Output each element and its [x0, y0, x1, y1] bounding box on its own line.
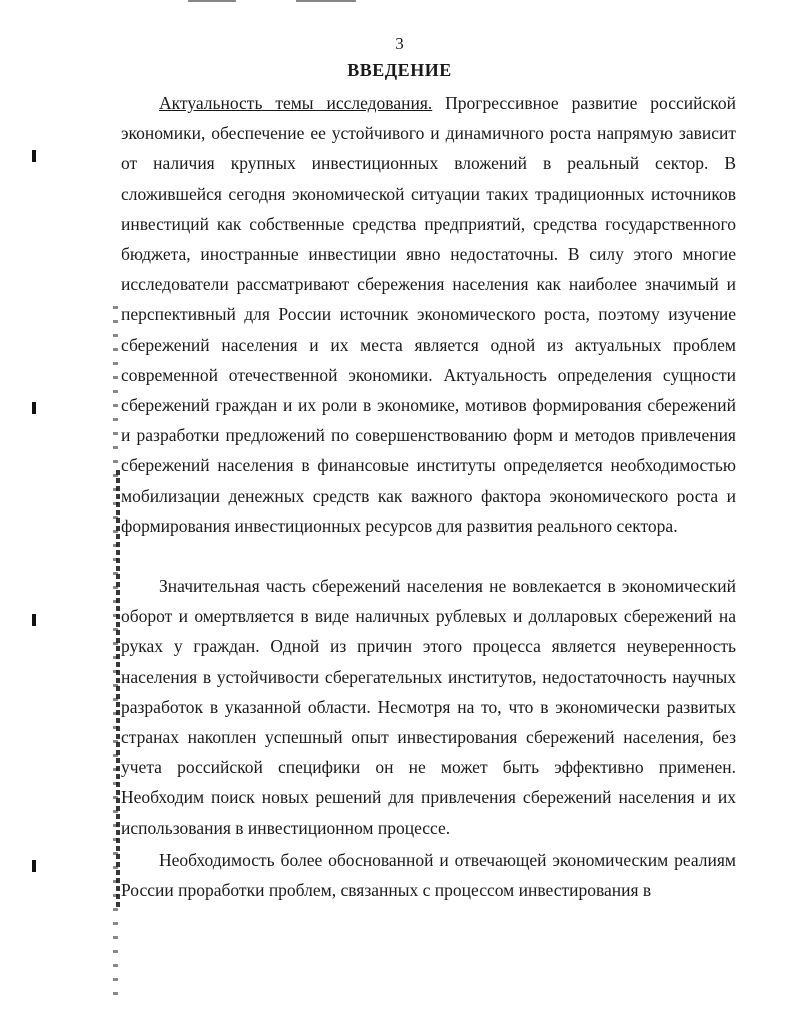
scan-binding-edge-dark	[116, 470, 120, 910]
paragraph-text: Значительная часть сбережений населения не вовлекается в экономический оборот и омертвляется в виде наличных рублевых и долларовых сбережений на руках у граждан. Одной из причин этого процесса является неуверенность населения в устойчивости сберегательных институтов, недостаточность научных разработок в указанной области. Несмотря на то, что в экономически развитых странах накоплен успешный опыт инвестирования сбережений населения, без учета российской специфики он не может быть эффективно применен. Необходим поиск новых решений для привлечения сбережений населения и их использования в инвестиционном процессе.	[121, 576, 736, 838]
paragraph-relevance	[121, 88, 736, 541]
margin-mark	[32, 150, 36, 162]
page-number: 3	[395, 34, 404, 53]
paragraph-lead: Актуальность темы исследования.	[159, 93, 433, 113]
margin-mark	[32, 614, 36, 626]
paragraph-necessity	[121, 845, 736, 905]
paragraph-text: Необходимость более обоснованной и отвечающей экономическим реалиям России проработки проблем, связанных с процессом инвестирования в	[121, 850, 736, 901]
margin-mark	[32, 402, 36, 414]
scan-top-line-right	[296, 0, 356, 2]
paragraph-text: Прогрессивное развитие российской экономики, обеспечение ее устойчивого и динамичного роста напрямую зависит от наличия крупных инвестиционных вложений в реальный сектор. В сложившейся сегодня экономической ситуации таких традиционных источников инвестиций как собственные средства предприятий, средства государственного бюджета, иностранные инвестиции явно недостаточны. В силу этого многие исследователи рассматривают сбережения населения как наиболее значимый и перспективный для России источник экономического роста, поэтому изучение сбережений населения и их места является одной из актуальных проблем современной отечественной экономики. Актуальность определения сущности сбережений граждан и их роли в экономике, мотивов формирования сбережений и разработки предложений по совершенствованию форм и методов привлечения сбережений населения в финансовые институты определяется необходимостью мобилизации денежных средств как важного фактора экономического роста и формирования инвестиционных ресурсов для развития реального сектора.	[121, 93, 737, 536]
scan-top-line-left	[188, 0, 236, 2]
margin-mark	[32, 860, 36, 872]
page-title: ВВЕДЕНИЕ	[347, 60, 452, 80]
paragraph-savings	[121, 571, 736, 843]
